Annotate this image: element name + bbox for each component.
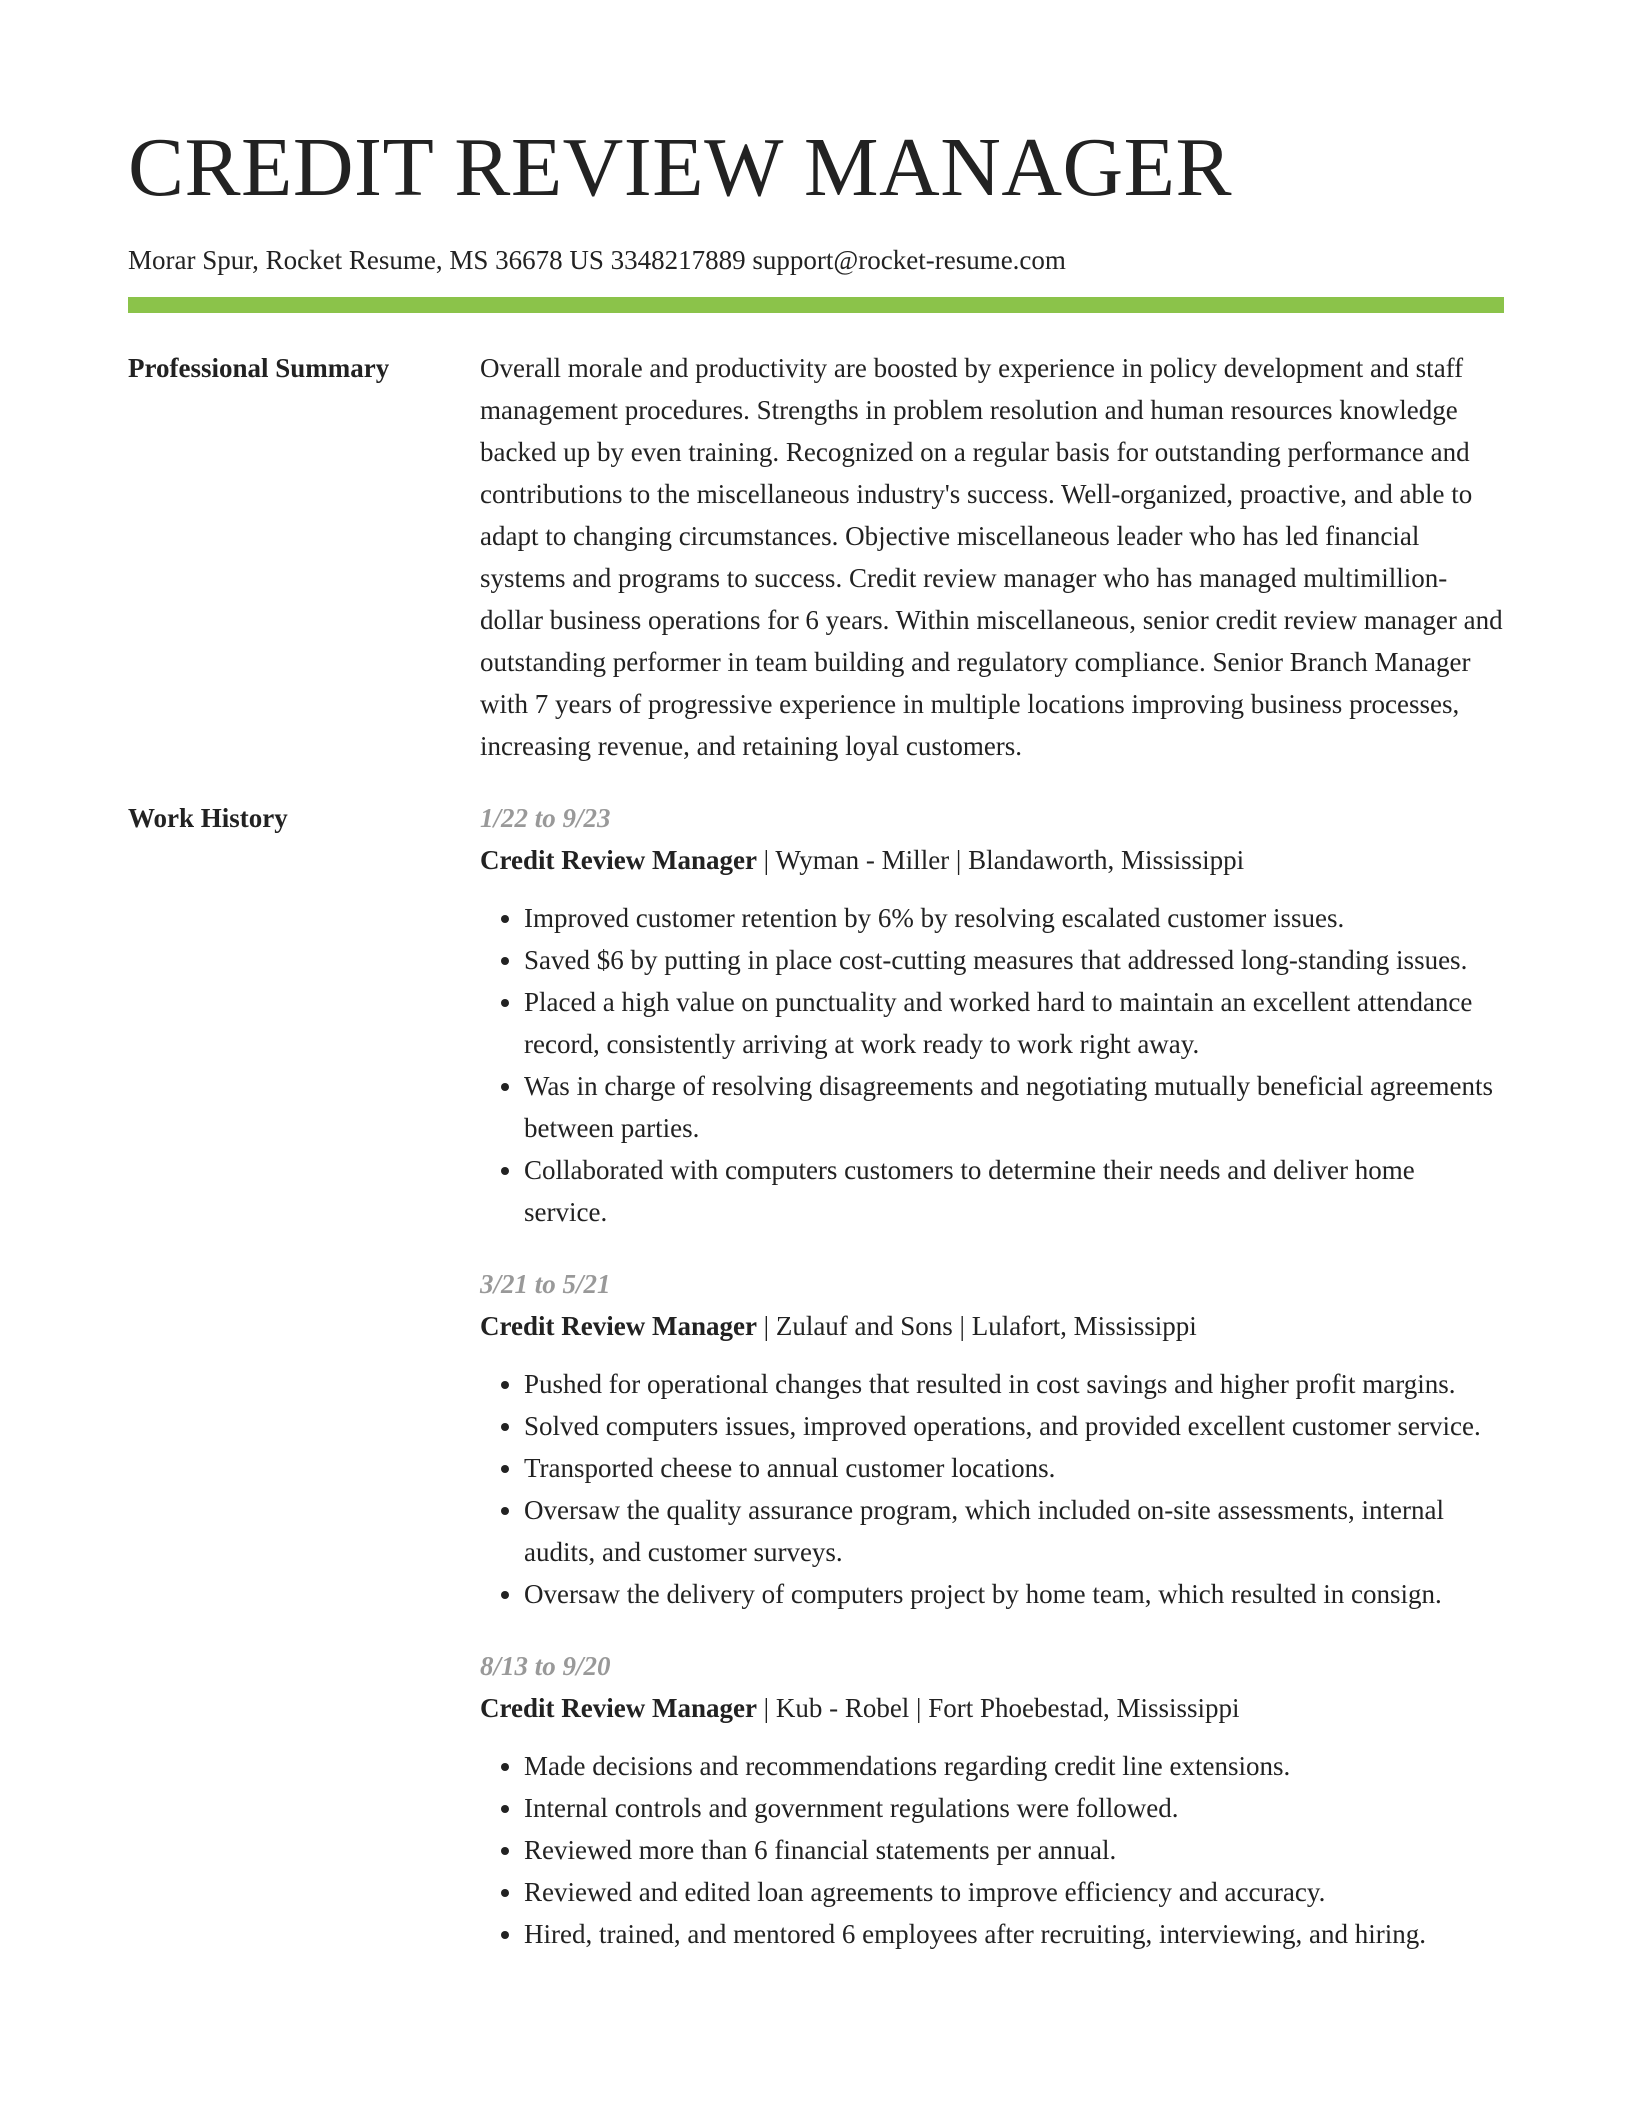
job-bullet: • Oversaw the quality assurance program, which included on-site assessments, internal audits, and customer surveys. (524, 1489, 1504, 1573)
job-title: Credit Review Manager (480, 1693, 757, 1723)
job-bullet: • Internal controls and government regulations were followed. (524, 1787, 1504, 1829)
work-history-body (480, 797, 1504, 1985)
job-bullet: • Reviewed and edited loan agreements to improve efficiency and accuracy. (524, 1871, 1504, 1913)
job-title-line (480, 839, 1504, 881)
job-details: | Kub - Robel | Fort Phoebestad, Mississippi (756, 1693, 1240, 1723)
job-dates: 8/13 to 9/20 (480, 1651, 611, 1681)
job-bullet: • Hired, trained, and mentored 6 employees after recruiting, interviewing, and hiring. (524, 1913, 1504, 1955)
work-history-section (128, 797, 1504, 1985)
job-bullet: • Collaborated with computers customers to determine their needs and deliver home service. (524, 1149, 1504, 1233)
work-history-label: Work History (128, 803, 288, 833)
resume-page (128, 0, 1504, 1985)
contact-line: Morar Spur, Rocket Resume, MS 36678 US 3348217889 support@rocket-resume.com (128, 245, 1066, 275)
job-title: Credit Review Manager (480, 1311, 757, 1341)
header-divider (128, 297, 1504, 313)
job-dates: 1/22 to 9/23 (480, 803, 611, 833)
resume-name: CREDIT REVIEW MANAGER (128, 121, 1233, 214)
job-title-line (480, 1687, 1504, 1729)
job-bullet: • Saved $6 by putting in place cost-cutting measures that addressed long-standing issues. (524, 939, 1504, 981)
job-title: Credit Review Manager (480, 845, 757, 875)
job-bullet: • Oversaw the delivery of computers project by home team, which resulted in consign. (524, 1573, 1504, 1615)
job-dates: 3/21 to 5/21 (480, 1269, 611, 1299)
summary-body (480, 347, 1504, 767)
job-entry (480, 1645, 1504, 1955)
job-bullet: • Was in charge of resolving disagreements and negotiating mutually beneficial agreements between parties. (524, 1065, 1504, 1149)
job-details: | Zulauf and Sons | Lulafort, Mississippi (756, 1311, 1197, 1341)
job-details: | Wyman - Miller | Blandaworth, Mississippi (756, 845, 1245, 875)
job-bullet-list (480, 1363, 1504, 1615)
job-bullet-list (480, 897, 1504, 1233)
job-bullet: • Placed a high value on punctuality and worked hard to maintain an excellent attendance record, consistently arriving at work ready to work right away. (524, 981, 1504, 1065)
summary-section (128, 347, 1504, 767)
job-bullet: • Improved customer retention by 6% by resolving escalated customer issues. (524, 897, 1504, 939)
job-title-line (480, 1305, 1504, 1347)
job-bullet: • Reviewed more than 6 financial statements per annual. (524, 1829, 1504, 1871)
job-bullet: • Solved computers issues, improved operations, and provided excellent customer service. (524, 1405, 1504, 1447)
job-bullet-list (480, 1745, 1504, 1955)
job-bullet: • Pushed for operational changes that resulted in cost savings and higher profit margins. (524, 1363, 1504, 1405)
summary-text: Overall morale and productivity are boosted by experience in policy development and staff management procedures. Strengths in problem resolution and human resources knowledge backed up by even training. Recognized on a regular basis for outstanding performance and contributions to the miscellaneous industry's success. Well-organized, proactive, and able to adapt to changing circumstances. Objective miscellaneous leader who has led financial systems and programs to success. Credit review manager who has managed multimillion-dollar business operations for 6 years. Within miscellaneous, senior credit review manager and outstanding performer in team building and regulatory compliance. Senior Branch Manager with 7 years of progressive experience in multiple locations improving business processes, increasing revenue, and retaining loyal customers. (480, 353, 1503, 761)
job-bullet: • Transported cheese to annual customer locations. (524, 1447, 1504, 1489)
job-bullet: • Made decisions and recommendations regarding credit line extensions. (524, 1745, 1504, 1787)
job-entry (480, 1263, 1504, 1615)
job-entry (480, 797, 1504, 1233)
summary-label: Professional Summary (128, 353, 390, 383)
